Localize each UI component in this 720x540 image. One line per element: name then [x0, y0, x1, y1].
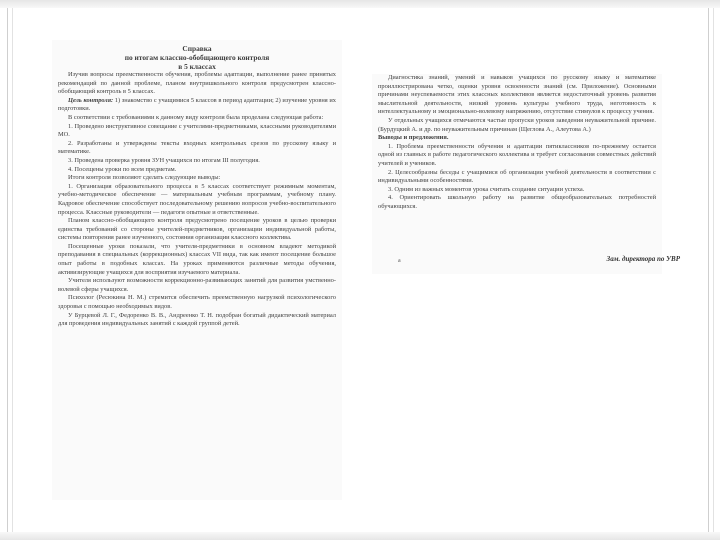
- paragraph: Изучив вопросы преемственности обучения, проблемы адаптации, выполнение ранее принятых рекомендаций по данной проблеме, планом внутришкольного контроля предусмотрен классно-обобщающий контроль в 5 классах.: [58, 71, 336, 96]
- paragraph: 2. Целесообразны беседы с учащимися об организации учебной деятельности в соответствии с индивидуальными особенностями.: [378, 168, 656, 185]
- paragraph: У Бурцевой Л. Г., Федоренко В. В., Андреенко Т. Н. подобран богатый дидактический материал для проведения индивидуальных занятий с каждой группой детей.: [58, 311, 336, 328]
- paragraph: 4. Посещены уроки по всем предметам.: [68, 165, 177, 173]
- paragraph: 3. Проведена проверка уровня ЗУН учащихся по итогам III полугодия.: [68, 156, 260, 164]
- paragraph: Планом классно-обобщающего контроля предусмотрено посещение уроков в целью проверки единства требований со стороны учителей-предметников, организации индивидуальной работы, системы повторения ранее изученного, состояния организации классного коллектива.: [58, 217, 336, 242]
- document-title: [58, 44, 336, 71]
- paragraph: Цель контроля: 1) знакомство с учащимися 5 классов в период адаптации; 2) изучение уровня их подготовки.: [58, 96, 336, 113]
- paragraph: Диагностика знаний, умений и навыков учащихся по русскому языку и математике проиллюстрирована четко, оценки уровня освоенности знаний (см. Приложение). Основными причинами неуспеваемости этих классных коллективов является недостаточный уровень развития мыслительной деятельности, низкий уровень культуры учебного труда, неготовность к интеллектуальному и эмоционально-волевому напряжению, отсутствие стимулов к процессу учения.: [378, 74, 656, 116]
- right-border-line: [708, 8, 709, 532]
- title-line: в 5 классах: [178, 62, 216, 71]
- paragraph: В соответствии с требованиями к данному виду контроля была проделана следующая работа:: [68, 113, 324, 121]
- paragraph: 4. Ориентировать школьную работу на развитие общеобразовательных потребностей обучающихся.: [378, 194, 656, 210]
- slide-bottom-edge: [0, 532, 720, 540]
- left-border-line: [7, 8, 8, 532]
- paragraph: 1. Проблема преемственности обучения и адаптации пятиклассников по-прежнему остается одной из главных в работе педагогического коллектива и требует согласования совместных действий учителей и учеников.: [378, 142, 656, 167]
- document-page-left: [52, 40, 342, 500]
- paragraph: 1. Проведено инструктивное совещание с учителями-предметниками, классными руководителями МО.: [58, 122, 336, 139]
- paragraph: Посещенные уроки показали, что учителя-предметники в основном владеют методикой преподавания в специальных (коррекционных) классах VII вида, так как имеют посещение большое опыт работы в подобных классах. На уроках применяются различные методы обучения, активизирующие учащихся для восприятия изучаемого материала.: [58, 242, 336, 276]
- right-inner-border-line: [713, 8, 714, 532]
- paragraph: Учителя используют возможности коррекционно-развивающих занятий для развития умственно-волевой сферы учащихся.: [58, 277, 336, 293]
- section-heading: Выводы и предложения.: [378, 134, 449, 142]
- left-inner-border-line: [12, 8, 13, 532]
- signature: Зам. директора по УВР: [606, 255, 680, 263]
- stray-mark: а: [398, 258, 401, 264]
- paragraph: 3. Одним из важных моментов урока считать создание ситуации успеха.: [388, 185, 585, 193]
- paragraph: У отдельных учащихся отмечаются частые пропуски уроков заведения неуважительной причине. (Бурдуцкий А. и др. по неуважительным причинам (Щеглова А., Алеутова А.): [378, 116, 656, 133]
- title-line: Справка: [182, 44, 212, 53]
- paragraph: 1. Организация образовательного процесса в 5 классах соответствует режимным моментам, учебно-методическое обеспечение — материальным учебным программам, учебному плану. Кадровое обеспечение способствует последовательному решению вопросов учебно-воспитательного процесса. Классные руководители — педагоги опытные и ответственные.: [58, 182, 336, 216]
- slide-top-edge: [0, 0, 720, 8]
- control-goal-label: Цель контроля:: [68, 96, 114, 104]
- document-page-right: [372, 74, 662, 274]
- paragraph: Психолог (Ресюкина Н. М.) стремится обеспечить преемственную нагрузкой психологического здоровья с помощью необходимых видов.: [58, 294, 336, 311]
- paragraph: 2. Разработаны и утверждены тексты входных контрольных срезов по русскому языку и математике.: [58, 139, 336, 156]
- title-line: по итогам классно-обобщающего контроля: [124, 53, 270, 62]
- paragraph: Итоги контроля позволяют сделать следующие выводы:: [68, 174, 221, 182]
